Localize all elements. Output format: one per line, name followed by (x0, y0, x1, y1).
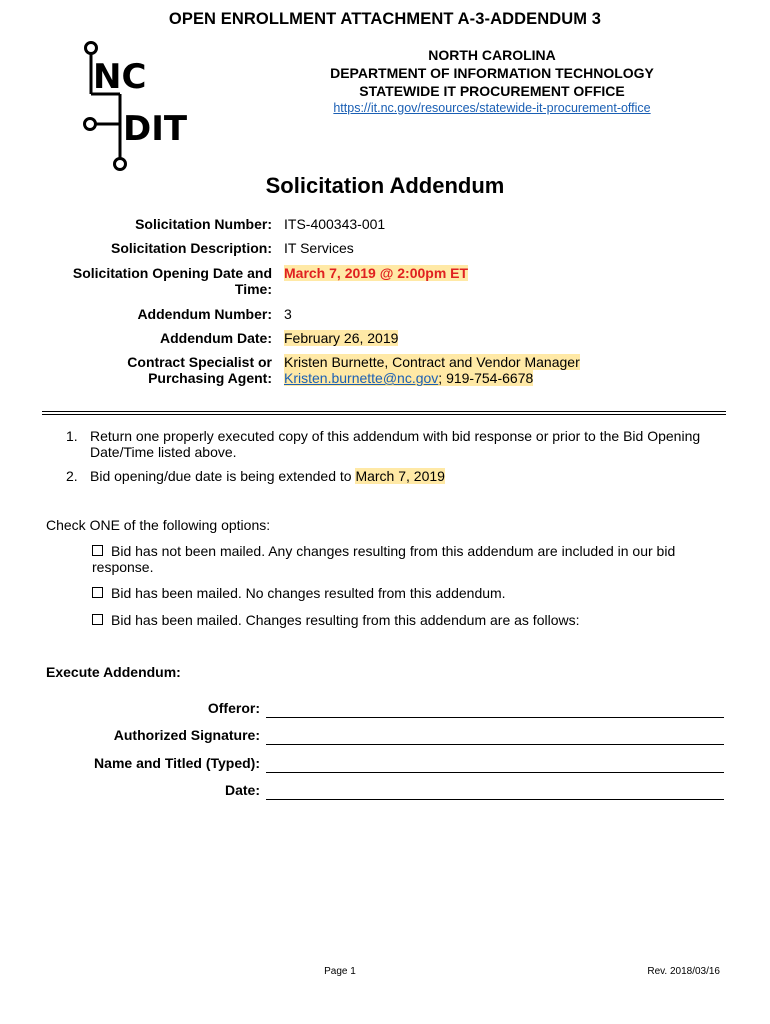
option-not-mailed-line2: response. (92, 559, 154, 575)
instruction-1-line2: Date/Time listed above. (90, 444, 237, 460)
solicitation-number-value: ITS-400343-001 (284, 216, 386, 232)
authorized-signature-line[interactable] (266, 744, 724, 745)
instruction-2-text (90, 468, 720, 484)
contract-specialist-phone: ; 919-754-6678 (438, 370, 534, 386)
addendum-date-text: February 26, 2019 (284, 330, 399, 346)
instruction-1-text (90, 428, 720, 460)
option-mailed-no-changes-text: Bid has been mailed. No changes resulted from this addendum. (111, 585, 506, 601)
addendum-number-label: Addendum Number: (137, 306, 272, 322)
contract-specialist-label-line2: Purchasing Agent: (148, 370, 272, 386)
checkbox-mailed-no-changes[interactable] (92, 587, 103, 598)
addendum-date-label: Addendum Date: (160, 330, 272, 346)
addendum-number-value: 3 (284, 306, 292, 322)
agency-office: STATEWIDE IT PROCUREMENT OFFICE (359, 83, 625, 99)
offeror-label: Offeror: (207, 700, 260, 716)
addendum-date-value (284, 330, 398, 346)
options-prompt: Check ONE of the following options: (46, 517, 271, 533)
option-mailed-no-changes (92, 585, 722, 601)
option-mailed-changes-text: Bid has been mailed. Changes resulting from this addendum are as follows: (111, 612, 580, 628)
instruction-1-line1: Return one properly executed copy of this addendum with bid response or prior to the Bid Opening (90, 428, 701, 444)
solicitation-description-label: Solicitation Description: (110, 240, 272, 256)
opening-date-label-line2: Time: (234, 281, 272, 297)
name-title-label: Name and Titled (Typed): (94, 755, 260, 771)
page-number: Page 1 (324, 966, 356, 977)
contract-specialist-label-line1: Contract Specialist or (127, 354, 272, 370)
logo-text-dit: DIT (123, 109, 188, 149)
option-not-mailed-line1: Bid has not been mailed. Any changes resulting from this addendum are included in our bid (111, 543, 676, 559)
document-title: OPEN ENROLLMENT ATTACHMENT A-3-ADDENDUM 3 (168, 10, 602, 28)
opening-date-label-line1: Solicitation Opening Date and (72, 265, 272, 281)
instruction-2-number: 2. (66, 468, 78, 484)
instruction-2-date: March 7, 2019 (355, 468, 445, 484)
checkbox-mailed-changes[interactable] (92, 614, 103, 625)
agency-website-link[interactable]: https://it.nc.gov/resources/statewide-it-procurement-office (333, 101, 651, 115)
contract-specialist-label (50, 354, 272, 386)
name-title-line[interactable] (266, 772, 724, 773)
execute-addendum-title: Execute Addendum: (46, 664, 181, 680)
solicitation-number-label: Solicitation Number: (135, 216, 272, 232)
opening-date-label (50, 265, 272, 297)
contract-specialist-value (284, 354, 580, 386)
agency-state: NORTH CAROLINA (428, 47, 556, 63)
solicitation-addendum-title: Solicitation Addendum (265, 173, 505, 198)
solicitation-description-value: IT Services (284, 240, 354, 256)
offeror-line[interactable] (266, 717, 724, 718)
contract-specialist-email-link[interactable]: Kristen.burnette@nc.gov (284, 370, 439, 386)
authorized-signature-label: Authorized Signature: (113, 727, 260, 743)
revision-date: Rev. 2018/03/16 (647, 966, 720, 977)
opening-date-value (284, 265, 468, 281)
instruction-2-lead: Bid opening/due date is being extended to (90, 468, 356, 484)
date-label: Date: (224, 782, 260, 798)
option-not-mailed (92, 543, 722, 575)
nc-dit-logo (76, 40, 196, 176)
logo-text-nc: NC (93, 57, 147, 97)
option-mailed-changes (92, 612, 722, 628)
checkbox-not-mailed[interactable] (92, 545, 103, 556)
agency-department: DEPARTMENT OF INFORMATION TECHNOLOGY (330, 65, 654, 81)
divider-top (42, 411, 726, 412)
contract-specialist-name: Kristen Burnette, Contract and Vendor Manager (284, 354, 580, 370)
divider-bottom (42, 414, 726, 415)
instruction-1-number: 1. (66, 428, 78, 444)
opening-date-text: March 7, 2019 @ 2:00pm ET (284, 265, 469, 281)
date-line[interactable] (266, 799, 724, 800)
